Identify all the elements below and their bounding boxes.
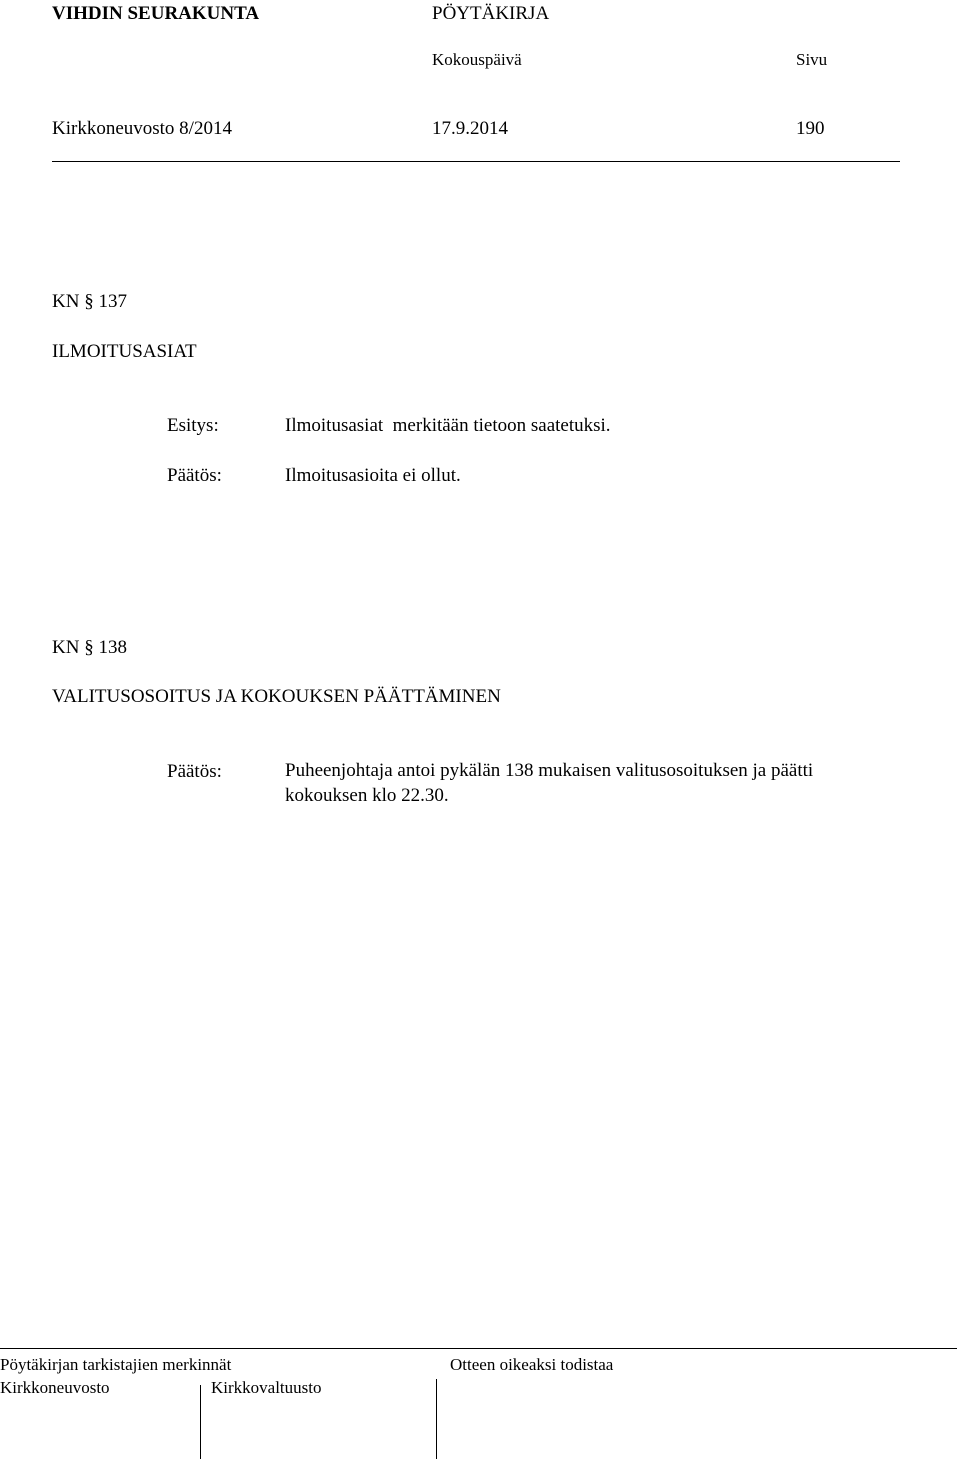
copy-certified-heading: Otteen oikeaksi todistaa	[450, 1355, 614, 1374]
section-title: VALITUSOSOITUS JA KOKOUKSEN PÄÄTTÄMINEN	[52, 686, 501, 707]
section-title: ILMOITUSASIAT	[52, 341, 197, 362]
header-divider	[52, 161, 900, 162]
meeting-date: 17.9.2014	[432, 118, 508, 139]
organization-name: VIHDIN SEURAKUNTA	[52, 3, 260, 24]
row-text-proposal: Ilmoitusasiat merkitään tietoon saatetuksi.	[285, 415, 611, 436]
meeting-name: Kirkkoneuvosto 8/2014	[52, 118, 232, 139]
footer-divider	[0, 1348, 957, 1349]
row-text-decision: Ilmoitusasioita ei ollut.	[285, 465, 461, 486]
section-number: KN § 137	[52, 291, 127, 312]
section-number: KN § 138	[52, 637, 127, 658]
footer-column-divider	[436, 1379, 437, 1459]
document-type: PÖYTÄKIRJA	[432, 3, 550, 24]
row-text-decision: Puheenjohtaja antoi pykälän 138 mukaisen valitusosoituksen ja päätti kokouksen klo 22.30.	[285, 760, 814, 806]
row-label-proposal: Esitys:	[167, 415, 219, 436]
reviewers-heading: Pöytäkirjan tarkistajien merkinnät	[0, 1355, 232, 1374]
meeting-date-label: Kokouspäivä	[432, 50, 522, 69]
footer-column-divider	[200, 1385, 201, 1459]
footer-col-church-council: Kirkkoneuvosto	[0, 1378, 110, 1397]
page-label: Sivu	[796, 50, 828, 69]
row-label-decision: Päätös:	[167, 761, 222, 782]
footer-col-parish-council: Kirkkovaltuusto	[211, 1378, 322, 1397]
row-label-decision: Päätös:	[167, 465, 222, 486]
page-number: 190	[796, 118, 825, 139]
